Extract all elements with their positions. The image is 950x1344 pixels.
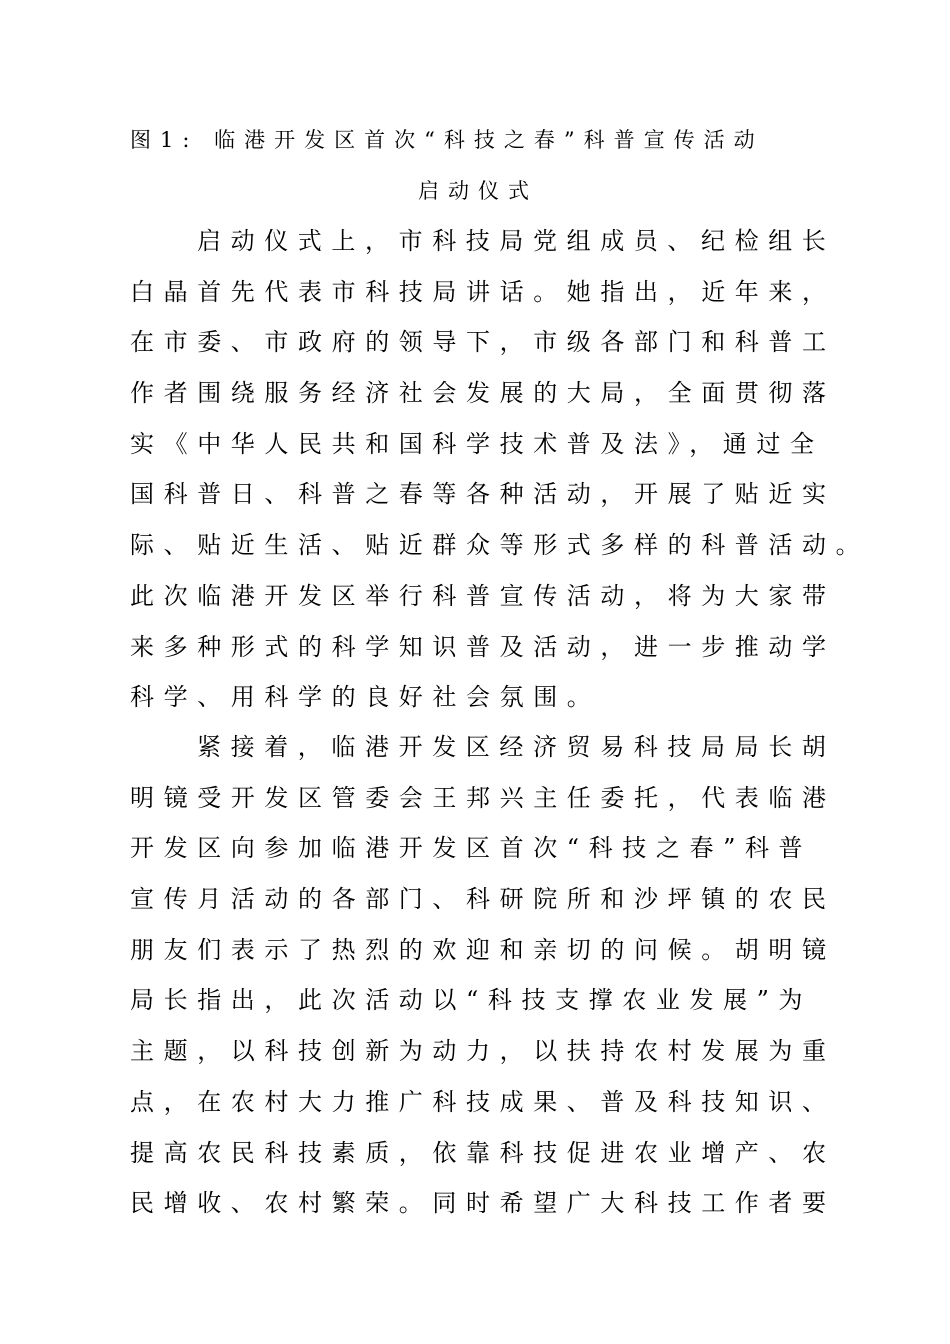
paragraph-line: 宣传月活动的各部门、科研院所和沙坪镇的农民 bbox=[130, 885, 836, 914]
paragraph-line: 际、贴近生活、贴近群众等形式多样的科普活动。 bbox=[130, 531, 870, 560]
paragraph-line: 实《中华人民共和国科学技术普及法》，通过全 bbox=[130, 429, 824, 458]
figure-caption-line-2: 启动仪式 bbox=[418, 179, 538, 203]
paragraph-line: 主题，以科技创新为动力，以扶持农村发展为重 bbox=[130, 1037, 836, 1066]
figure-caption-line-1: 图1: 临港开发区首次“科技之春”科普宣传活动 bbox=[130, 128, 764, 152]
paragraph-2 bbox=[130, 722, 850, 1229]
paragraph-line: 民增收、农村繁荣。同时希望广大科技工作者要 bbox=[130, 1189, 836, 1218]
paragraph-line: 启动仪式上，市科技局党组成员、纪检组长 bbox=[197, 227, 836, 255]
paragraph-line: 在市委、市政府的领导下，市级各部门和科普工 bbox=[130, 328, 836, 357]
paragraph-line: 紧接着，临港开发区经济贸易科技局局长胡 bbox=[197, 733, 836, 761]
paragraph-line: 点，在农村大力推广科技成果、普及科技知识、 bbox=[130, 1087, 836, 1116]
paragraph-line: 朋友们表示了热烈的欢迎和亲切的问候。胡明镜 bbox=[130, 935, 836, 964]
paragraph-line: 来多种形式的科学知识普及活动，进一步推动学 bbox=[130, 632, 836, 661]
paragraph-line: 明镜受开发区管委会王邦兴主任委托，代表临港 bbox=[130, 783, 836, 812]
paragraph-line: 科学、用科学的良好社会氛围。 bbox=[130, 683, 601, 712]
paragraph-line: 白晶首先代表市科技局讲话。她指出，近年来， bbox=[130, 277, 836, 306]
paragraph-line: 局长指出，此次活动以“科技支撑农业发展”为 bbox=[130, 986, 813, 1015]
paragraph-line: 国科普日、科普之春等各种活动，开展了贴近实 bbox=[130, 480, 836, 509]
paragraph-line: 开发区向参加临港开发区首次“科技之春”科普 bbox=[130, 834, 813, 863]
paragraph-line: 提高农民科技素质，依靠科技促进农业增产、农 bbox=[130, 1138, 836, 1167]
paragraph-line: 此次临港开发区举行科普宣传活动，将为大家带 bbox=[130, 581, 836, 610]
paragraph-line: 作者围绕服务经济社会发展的大局，全面贯彻落 bbox=[130, 379, 836, 408]
paragraph-1 bbox=[130, 216, 870, 723]
